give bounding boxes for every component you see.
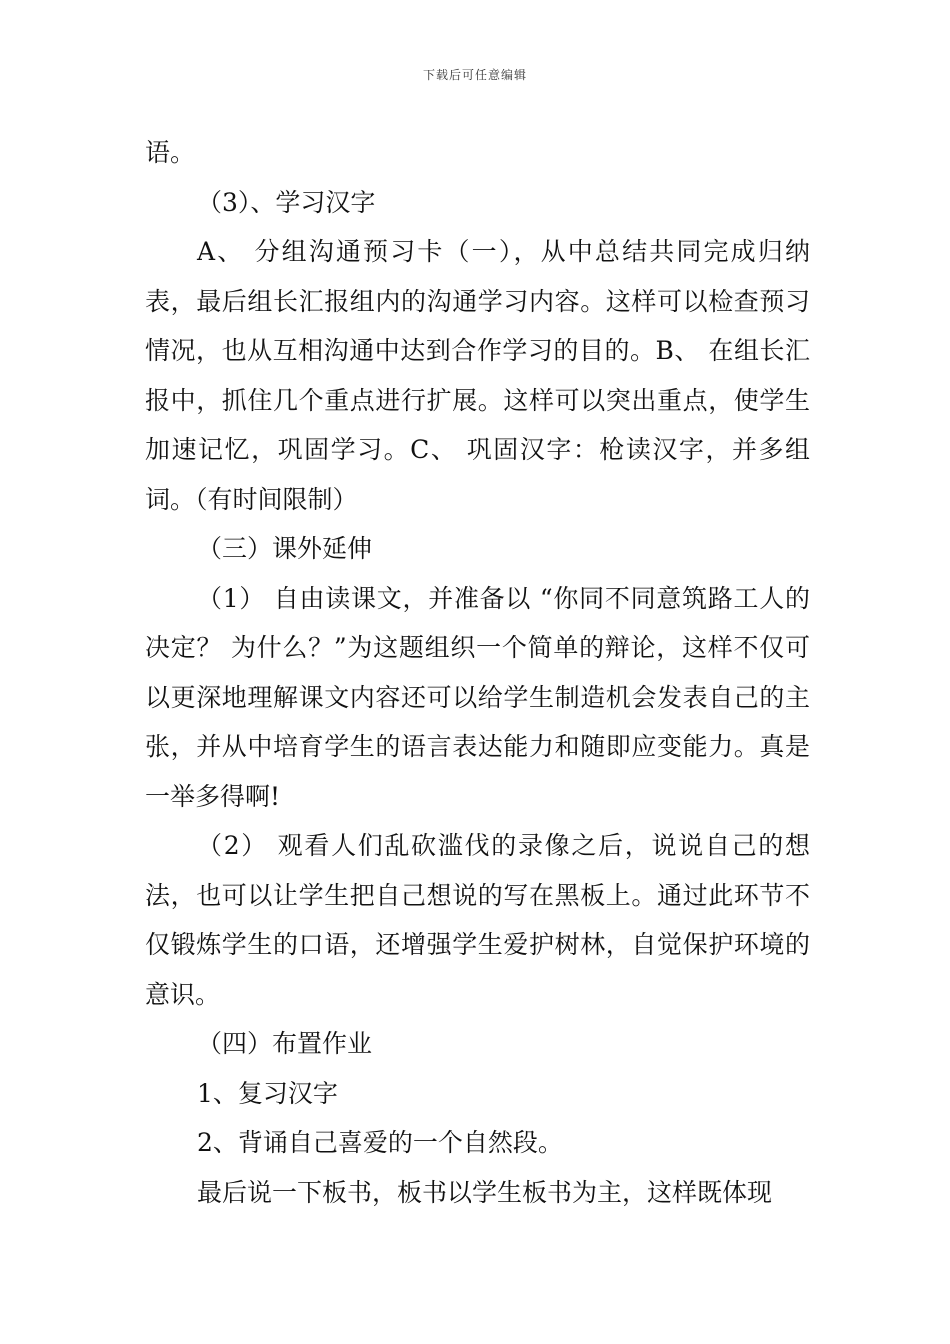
homework-item-1: 1、复习汉字 [197,1078,338,1108]
paragraph-learn-characters: A、 分组沟通预习卡（一），从中总结共同完成归纳表，最后组长汇报组内的沟通学习内容。这样可以检查预习情况，也从互相沟通中达到合作学习的目的。B、 在组长汇报中，抓住几个重点进行扩展。这样可以突出重点，使学生加速记忆，巩固学习。C、 巩固汉字：枪读汉字，并多组词。（有时间限制） [145,237,810,514]
paragraph-blackboard: 最后说一下板书，板书以学生板书为主，这样既体现 [197,1177,773,1207]
section-heading-extension: （三）课外延伸 [197,534,373,563]
paragraph-continuation: 语。 [145,138,196,167]
section-heading-homework: （四）布置作业 [197,1029,373,1058]
paragraph-extension-2: （2） 观看人们乱砍滥伐的录像之后，说说自己的想法，也可以让学生把自己想说的写在黑板上。通过此环节不仅锻炼学生的口语，还增强学生爱护树林，自觉保护环境的意识。 [145,831,810,1009]
section-heading-learn-characters: （3）、学习汉字 [197,187,376,217]
homework-item-2: 2、背诵自己喜爱的一个自然段。 [197,1128,563,1157]
document-body [145,128,810,1217]
paragraph-extension-1: （1） 自由读课文，并准备以 “你同不同意筑路工人的决定？ 为什么？”为这题组织一个简单的辩论，这样不仅可以更深地理解课文内容还可以给学生制造机会发表自己的主张，并从中培育学生的语言表达能力和随即应变能力。真是一举多得啊! [145,583,810,811]
page-header: 下载后可任意编辑 [422,68,527,82]
